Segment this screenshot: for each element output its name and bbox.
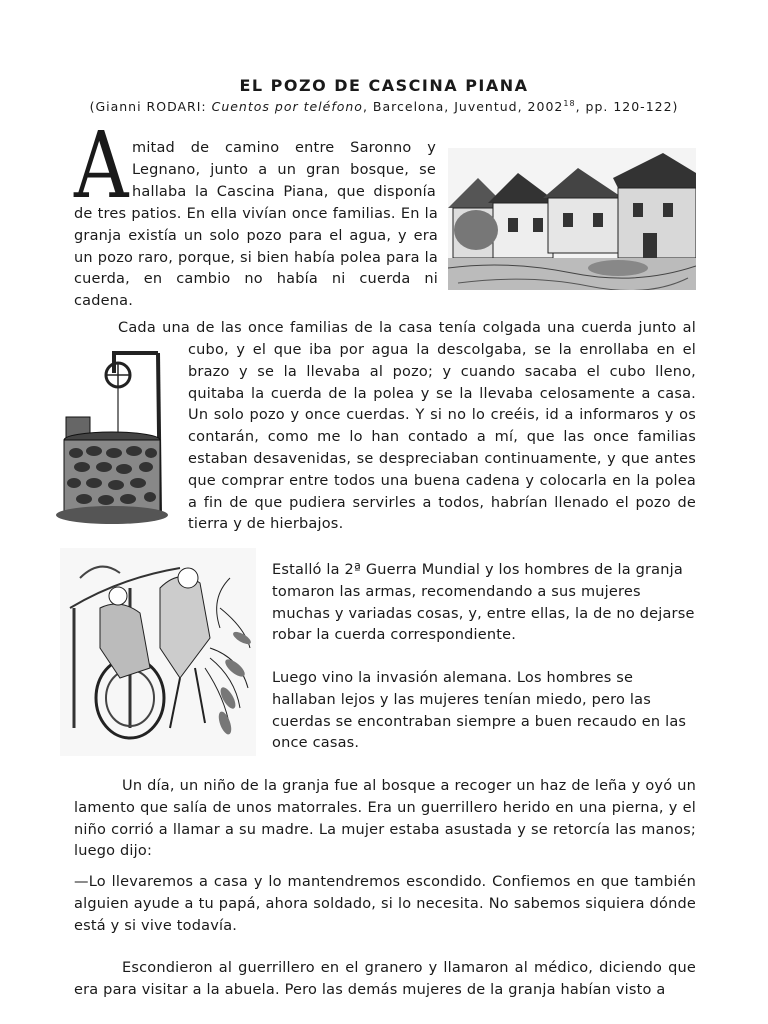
paragraph-5: Un día, un niño de la granja fue al bosque a recoger un haz de leña y oyó un lamento que salía de unos matorrales. Era un guerrillero herido en una pierna, y el niño corrió a llamar a su madre. La mujer estaba asustada y se retorcía las manos; luego dijo: (74, 778, 696, 860)
paragraph-7: Escondieron al guerrillero en el granero y llamaron al médico, diciendo que era para visitar a la abuela. Pero las demás mujeres de la granja habían visto a (74, 960, 696, 998)
farmhouse-illustration (448, 148, 696, 290)
women-at-well-illustration (60, 548, 256, 756)
citation-open: (Gianni RODARI: (89, 99, 212, 115)
paragraph-1-line-3: hallaba la Cascina Piana, que disponía (132, 184, 436, 200)
citation-pages: , pp. 120-122) (575, 99, 679, 115)
paragraph-6: —Lo llevaremos a casa y lo mantendremos escondido. Confiemos en que también alguien ayude a tu papá, ahora soldado, si lo necesita. No sabemos siquiera dónde está y si vive todavía. (74, 874, 696, 934)
paragraph-1-line-1: mitad de camino entre Saronno y (132, 140, 436, 156)
paragraph-1-line-2: Legnano, junto a un gran bosque, se (132, 162, 436, 178)
paragraph-1-rest: de tres patios. En ella vivían once familias. En la granja existía un solo pozo para el agua, y era un pozo raro, porque, si bien había polea para la cuerda, en cambio no había ni cuerda ni cadena. (74, 206, 438, 310)
citation-publisher: , Barcelona, Juventud, 2002 (362, 99, 564, 115)
paragraph-3: Estalló la 2ª Guerra Mundial y los hombres de la granja tomaron las armas, recomendando a sus mujeres muchas y variadas cosas, y, entre ellas, la de no dejarse robar la cuerda correspondiente. (272, 562, 695, 644)
citation-edition: 18 (563, 99, 576, 108)
citation-book-title: Cuentos por teléfono (211, 99, 363, 115)
paragraph-4: Luego vino la invasión alemana. Los hombres se hallaban lejos y las mujeres tenían miedo, pero las cuerdas se encontraban siempre a buen recaudo en las once casas. (272, 670, 687, 752)
drop-cap: A (74, 112, 129, 219)
paragraph-2-rest: cubo, y el que iba por agua la descolgaba, se la enrollaba en el brazo y se la llevaba al pozo; y cuando sacaba el cubo lleno, quitaba la cuerda de la polea y se la llevaba celosamente a casa. Un solo pozo y once cuerdas. Y si no lo creéis, id a informaros y os contarán, como me lo han contado a mí, que las once familias estaban desavenidas, se despreciaban continuamente, y que antes que comprar entre todos una buena cadena y colocarla en la polea a fin de que pudiera servirles a todos, habrían llenado el pozo de tierra y de hierbajos. (188, 342, 696, 533)
page-title: EL POZO DE CASCINA PIANA (239, 76, 529, 95)
paragraph-2-first-line: Cada una de las once familias de la casa tenía colgada una cuerda junto al (118, 320, 696, 336)
well-illustration (54, 345, 172, 533)
